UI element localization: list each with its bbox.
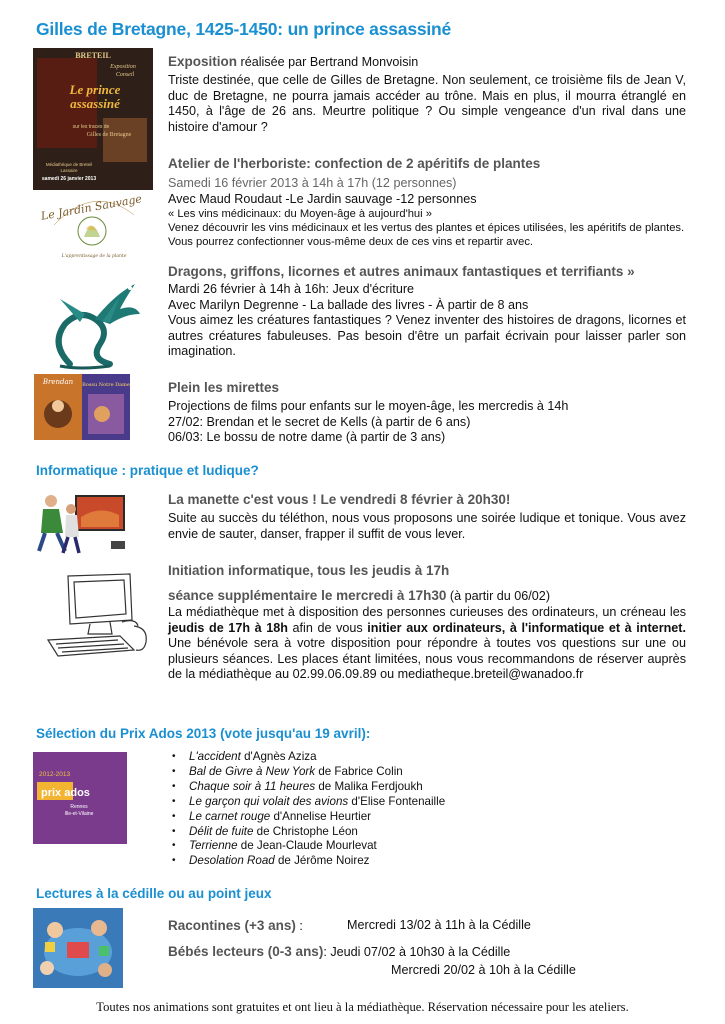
brendan-film-poster (34, 374, 82, 440)
initiation-desc-p3: Une bénévole sera à votre disposition pour répondre à toutes vos questions sur une ou plusieurs séances. Les places étant limitées, nous vous recommandons de réserver auprès de la médiathèque au 02.99.06.09.89 ou mediatheque.breteil@wanadoo.fr (168, 636, 686, 682)
initiation-desc (168, 605, 686, 683)
racontines-line (168, 917, 303, 935)
manette-image (33, 487, 131, 555)
list-item (169, 854, 445, 869)
poster-sub1-text: Exposition (110, 64, 136, 70)
exposition-poster-image (33, 48, 153, 190)
book-author: de Jean-Claude Mourlevat (237, 839, 377, 853)
dragons-heading: Dragons, griffons, licornes et autres animaux fantastiques et terrifiants » (168, 264, 635, 279)
bossu-film-poster (82, 374, 130, 440)
book-author: de Jérôme Noirez (274, 854, 370, 868)
prix-logo-main: prix ados (41, 787, 90, 799)
book-author: de Malika Ferdjoukh (315, 779, 423, 793)
list-item (169, 825, 445, 840)
book-author: de Fabrice Colin (315, 764, 403, 778)
initiation-heading: Initiation informatique, tous les jeudis à 17h (168, 563, 450, 578)
list-item (169, 795, 445, 810)
lectures-heading: Lectures à la cédille ou au point jeux (36, 886, 272, 901)
poster-foot1-text: Médiathèque de Breteil (45, 162, 93, 167)
jardin-logo-text: Le Jardin Sauvage (39, 192, 143, 223)
bebes-label: Bébés lecteurs (0-3 ans) (168, 944, 324, 959)
book-title: Le carnet rouge (189, 809, 271, 823)
initiation-desc-b2: initier aux ordinateurs, à l'informatique et à internet. (367, 620, 686, 635)
dragons-date: Mardi 26 février à 14h à 16h: Jeux d'écriture (168, 282, 415, 296)
prix-ados-book-list (169, 750, 445, 869)
dragon-image (40, 274, 150, 374)
initiation-desc-b1: jeudis de 17h à 18h (168, 620, 288, 635)
list-item (169, 750, 445, 765)
exposition-byline: réalisée par Bertrand Monvoisin (237, 55, 419, 69)
racontines-label: Racontines (+3 ans) (168, 918, 296, 933)
initiation-subheading: séance supplémentaire le mercredi à 17h30 (168, 588, 447, 603)
mirettes-line1: Projections de films pour enfants sur le moyen-âge, les mercredis à 14h (168, 399, 569, 413)
manette-heading: La manette c'est vous ! Le vendredi 8 février à 20h30! (168, 492, 511, 507)
book-author: d'Annelise Heurtier (270, 809, 372, 823)
dragons-with: Avec Marilyn Degrenne - La ballade des livres - À partir de 8 ans (168, 298, 529, 312)
atelier-with: Avec Maud Roudaut -Le Jardin sauvage -12 personnes (168, 192, 477, 206)
dragons-desc: Vous aimez les créatures fantastiques ? Venez inventer des histoires de dragons, licornes et autres créatures fabuleuses. Pas besoin d'être un parfait écrivain pour laisser parler son imagination. (168, 313, 686, 359)
jardin-logo-sub: L'apprentissage de la plante (61, 254, 127, 259)
atelier-heading: Atelier de l'herboriste: confection de 2 apéritifs de plantes (168, 156, 541, 171)
list-item (169, 765, 445, 780)
mirettes-line2: 27/02: Brendan et le secret de Kells (à partir de 6 ans) (168, 415, 471, 429)
mirettes-heading: Plein les mirettes (168, 380, 280, 395)
brendan-poster-title: Brendan (42, 378, 74, 386)
poster-main1-text: Le prince (69, 82, 121, 97)
book-author: d'Elise Fontenaille (348, 794, 446, 808)
initiation-subnote: (à partir du 06/02) (446, 589, 551, 603)
exposition-text: Triste destinée, que celle de Gilles de Bretagne. Non seulement, ce troisième fils de Jean V, duc de Bretagne, ne pourra jamais accéder au trône. Mais en plus, il mourra étranglé en 1450, à l'âge de 26 ans. Meurtre politique ? Ou simple vengeance d'un rival dans une histoire d'amour ? (168, 73, 686, 134)
list-item (169, 839, 445, 854)
book-author: d'Agnès Aziza (240, 750, 317, 763)
prix-ados-logo (33, 752, 127, 844)
footer-note: Toutes nos animations sont gratuites et ont lieu à la médiathèque. Réservation nécessaire pour les ateliers. (96, 1000, 629, 1014)
book-title: Terrienne (189, 839, 238, 853)
atelier-quote: « Les vins médicinaux: du Moyen-âge à aujourd'hui » (168, 208, 432, 220)
book-title: Bal de Givre à New York (189, 764, 316, 778)
lectures-image (33, 908, 123, 988)
poster-gilles-text: Gilles de Bretagne (86, 132, 132, 138)
book-title: Desolation Road (189, 854, 275, 868)
initiation-desc-p2: afin de vous (287, 620, 368, 635)
initiation-subheading-line (168, 587, 550, 605)
poster-sub2-text: Conseil (115, 72, 135, 78)
racontines-sep: : (295, 919, 303, 933)
poster-foot2-text: Lassaire (60, 168, 78, 173)
computer-sketch-image (38, 568, 156, 664)
prix-logo-years: 2012-2013 (39, 771, 71, 778)
bebes-line (168, 943, 510, 961)
poster-top-text: BRETEIL (75, 51, 111, 60)
prix-logo-sub2: Ille-et-Vilaine (64, 811, 94, 817)
atelier-date: Samedi 16 février 2013 à 14h à 17h (12 personnes) (168, 176, 457, 190)
bossu-poster-title: Bossu Notre Dame (82, 382, 130, 388)
prix-ados-heading: Sélection du Prix Ados 2013 (vote jusqu'au 19 avril): (36, 726, 371, 741)
initiation-desc-p1: La médiathèque met à disposition des personnes curieuses des ordinateurs, un créneau les (168, 605, 686, 619)
list-item (169, 780, 445, 795)
mirettes-line3: 06/03: Le bossu de notre dame (à partir de 3 ans) (168, 430, 446, 444)
book-author: de Christophe Léon (253, 824, 358, 838)
bebes-date: : Jeudi 07/02 à 10h30 à la Cédille (323, 945, 511, 959)
jardin-sauvage-logo (34, 185, 154, 263)
poster-main2-text: assassiné (70, 96, 120, 111)
book-title: Chaque soir à 11 heures (189, 779, 316, 793)
atelier-desc: Venez découvrir les vins médicinaux et les vertus des plantes et épices utilisées, les apéritifs de plantes. Vous pourrez confectionner vous-même deux de ces vins et repartir avec. (168, 222, 685, 248)
exposition-heading-line (168, 54, 418, 71)
book-title: Délit de fuite (189, 824, 254, 838)
poster-small-text: sur les traces de (72, 124, 110, 130)
book-title: L'accident (189, 750, 241, 763)
racontines-date: Mercredi 13/02 à 11h à la Cédille (347, 918, 531, 932)
list-item (169, 810, 445, 825)
informatique-section-heading: Informatique : pratique et ludique? (36, 463, 259, 478)
prix-logo-sub1: Rennes (70, 804, 88, 810)
book-title: Le garçon qui volait des avions (189, 794, 349, 808)
poster-foot3-text: samedi 26 janvier 2013 (41, 176, 97, 182)
manette-desc: Suite au succès du téléthon, nous vous proposons une soirée ludique et tonique. Vous avez envie de sauter, danser, frapper il suffit de vous lever. (168, 511, 686, 541)
page-title: Gilles de Bretagne, 1425-1450: un prince assassiné (36, 19, 452, 39)
bebes-date-2: Mercredi 20/02 à 10h à la Cédille (391, 963, 576, 977)
exposition-heading: Exposition (168, 54, 238, 69)
